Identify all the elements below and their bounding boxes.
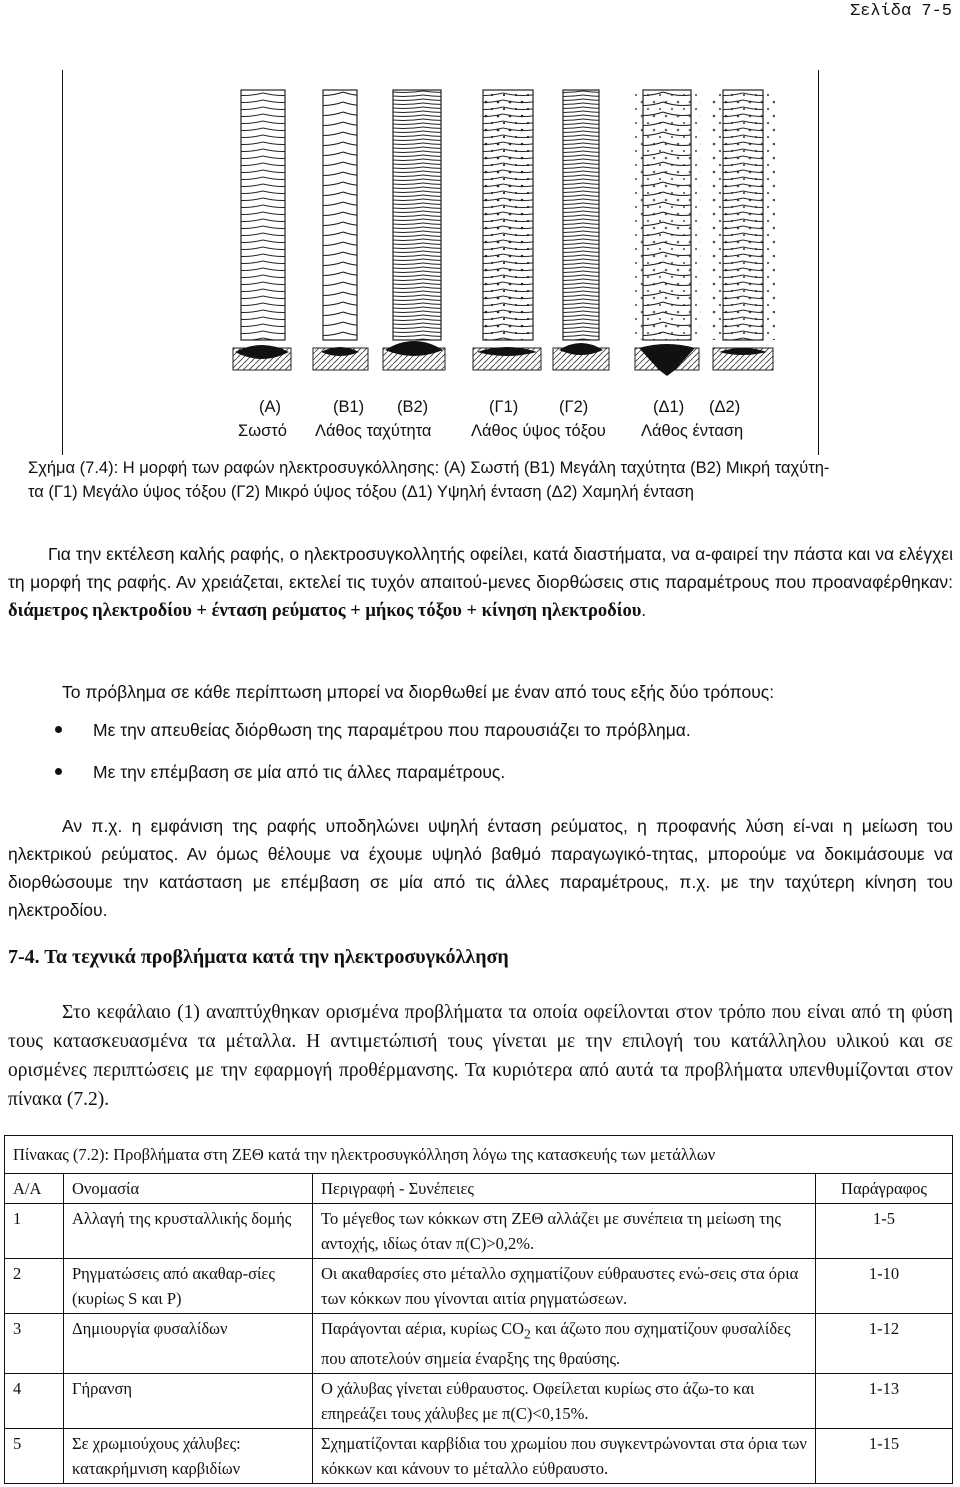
bullet-dot bbox=[55, 726, 62, 733]
row-description-b: και άζωτο που σχηματίζουν φυσαλίδες που αποτελούν σημεία έναρξης της θραύσης. bbox=[321, 1319, 791, 1369]
table-header: Παράγραφος bbox=[816, 1174, 953, 1204]
row-description: Το μέγεθος των κόκκων στη ΖΕΘ αλλάζει με συνέπεια τη μείωση της αντοχής, ιδίως όταν π(C)>0,2%. bbox=[313, 1204, 816, 1259]
paragraph-1-text: Για την εκτέλεση καλής ραφής, ο ηλεκτροσυγκολλητής οφείλει, κατά διαστήματα, να α-φαιρεί την πάστα και να ελέγχει τη μορφή της ραφής. Αν χρειάζεται, εκτελεί τις τυχόν απαιτού-μενες διορθώσεις στις παραμέτρους που προαναφέρθηκαν: bbox=[8, 544, 953, 592]
row-description: Σχηματίζονται καρβίδια του χρωμίου που συγκεντρώνονται στα όρια των κόκκων και κάνουν το μέταλλο εύθραυστο. bbox=[313, 1429, 816, 1484]
row-description bbox=[313, 1314, 816, 1374]
bullet-dot bbox=[55, 768, 62, 775]
weld-bead-illustrations bbox=[63, 70, 818, 455]
row-name: Δημιουργία φυσαλίδων bbox=[64, 1314, 313, 1374]
row-description-sub: 2 bbox=[524, 1326, 531, 1342]
table-header: Περιγραφή - Συνέπειες bbox=[313, 1174, 816, 1204]
problems-table bbox=[4, 1135, 953, 1484]
page-number: Σελίδα 7-5 bbox=[849, 2, 952, 21]
bullet-1-text: Με την απευθείας διόρθωση της παραμέτρου που παρουσιάζει το πρόβλημα. bbox=[93, 720, 691, 740]
row-description: Ο χάλυβας γίνεται εύθραυστος. Οφείλεται κυρίως στο άζω-το και επηρεάζει τους χάλυβες με π(C)<0,15%. bbox=[313, 1374, 816, 1429]
paragraph-4: Στο κεφάλαιο (1) αναπτύχθηκαν ορισμένα προβλήματα τα οποία οφείλονται στον τρόπο που είναι από τη φύση τους κατασκευασμένα τα μέταλλα. Η αντιμετώπισή τους γίνεται με την επιλογή του κατάλληλου υλικού και σε ορισμένες περιπτώσεις με την εφαρμογή προθέρμανσης. Τα κυριότερα από αυτά τα προβλήματα υπενθυμίζονται στον πίνακα (7.2). bbox=[8, 1002, 953, 1110]
row-number: 2 bbox=[5, 1259, 64, 1314]
row-name: Ρηγματώσεις από ακαθαρ-σίες (κυρίως S και P) bbox=[64, 1259, 313, 1314]
row-number: 1 bbox=[5, 1204, 64, 1259]
bead-B1 bbox=[313, 90, 368, 370]
row-number: 4 bbox=[5, 1374, 64, 1429]
label-A-name: Σωστό bbox=[238, 422, 287, 440]
row-ref: 1-12 bbox=[816, 1314, 953, 1374]
bead-D2 bbox=[711, 90, 775, 370]
label-G2: (Γ2) bbox=[559, 398, 589, 416]
table-row bbox=[5, 1314, 953, 1374]
table-header: Α/Α bbox=[5, 1174, 64, 1204]
row-name: Γήρανση bbox=[64, 1374, 313, 1429]
paragraph-1 bbox=[8, 540, 953, 625]
table-row bbox=[5, 1429, 953, 1484]
bead-D1 bbox=[633, 90, 701, 376]
bullet-2-text: Με την επέμβαση σε μία από τις άλλες παραμέτρους. bbox=[93, 762, 506, 782]
label-D2: (Δ2) bbox=[709, 398, 741, 416]
row-ref: 1-13 bbox=[816, 1374, 953, 1429]
label-B2: (B2) bbox=[397, 398, 429, 416]
weld-figure bbox=[62, 70, 819, 455]
figure-caption-line2: τα (Γ1) Μεγάλο ύψος τόξου (Γ2) Μικρό ύψος τόξου (Δ1) Υψηλή ένταση (Δ2) Χαμηλή ένταση bbox=[28, 483, 694, 501]
paragraph-2: Το πρόβλημα σε κάθε περίπτωση μπορεί να διορθωθεί με έναν από τους εξής δύο τρόπους: bbox=[62, 682, 775, 702]
section-heading: 7-4. Τα τεχνικά προβλήματα κατά την ηλεκτροσυγκόλληση bbox=[8, 946, 509, 968]
figure-caption-line1: Σχήμα (7.4): Η μορφή των ραφών ηλεκτροσυγκόλλησης: (A) Σωστή (B1) Μεγάλη ταχύτητα (B2) Μικρή ταχύτη- bbox=[28, 459, 830, 477]
paragraph-1-end: . bbox=[641, 600, 647, 620]
bead-A bbox=[233, 90, 291, 370]
label-B-name: Λάθος ταχύτητα bbox=[315, 422, 432, 440]
row-number: 3 bbox=[5, 1314, 64, 1374]
table-row bbox=[5, 1204, 953, 1259]
table-header: Ονομασία bbox=[64, 1174, 313, 1204]
row-ref: 1-5 bbox=[816, 1204, 953, 1259]
label-G-name: Λάθος ύψος τόξου bbox=[471, 422, 606, 440]
paragraph-3: Αν π.χ. η εμφάνιση της ραφής υποδηλώνει υψηλή ένταση ρεύματος, η προφανής λύση εί-ναι η μείωση του ηλεκτρικού ρεύματος. Αν όμως θέλουμε να έχουμε υψηλό βαθμό παραγωγικό-τητας, μπορούμε να δοκιμάσουμε να διορθώσουμε την κατάσταση με επέμβαση σε μία από τις άλλες παραμέτρους, π.χ. με την ταχύτερη κίνηση του ηλεκτροδίου. bbox=[8, 816, 953, 920]
bead-G1 bbox=[473, 90, 541, 370]
figure-caption bbox=[28, 456, 933, 504]
row-description: Οι ακαθαρσίες στο μέταλλο σχηματίζουν εύθραυστες ενώ-σεις στα όρια των κόκκων που γίνονται αιτία ρηγματώσεων. bbox=[313, 1259, 816, 1314]
label-D1: (Δ1) bbox=[653, 398, 685, 416]
paragraph-1-bold: διάμετρος ηλεκτροδίου + ένταση ρεύματος + μήκος τόξου + κίνηση ηλεκτροδίου bbox=[8, 601, 642, 621]
label-D-name: Λάθος ένταση bbox=[641, 422, 744, 440]
row-ref: 1-15 bbox=[816, 1429, 953, 1484]
table-caption: Πίνακας (7.2): Προβλήματα στη ΖΕΘ κατά την ηλεκτροσυγκόλληση λόγω της κατασκευής των μετάλλων bbox=[5, 1136, 953, 1174]
bead-G2 bbox=[553, 90, 609, 370]
row-description-a: Παράγονται αέρια, κυρίως CO bbox=[321, 1319, 525, 1338]
label-B1: (B1) bbox=[333, 398, 365, 416]
table-row bbox=[5, 1374, 953, 1429]
row-name: Αλλαγή της κρυσταλλικής δομής bbox=[64, 1204, 313, 1259]
row-number: 5 bbox=[5, 1429, 64, 1484]
bead-B2 bbox=[383, 90, 445, 370]
row-ref: 1-10 bbox=[816, 1259, 953, 1314]
label-A: (A) bbox=[259, 398, 281, 416]
row-name: Σε χρωμιούχους χάλυβες: κατακρήμνιση καρβιδίων bbox=[64, 1429, 313, 1484]
table-row bbox=[5, 1259, 953, 1314]
label-G1: (Γ1) bbox=[489, 398, 519, 416]
